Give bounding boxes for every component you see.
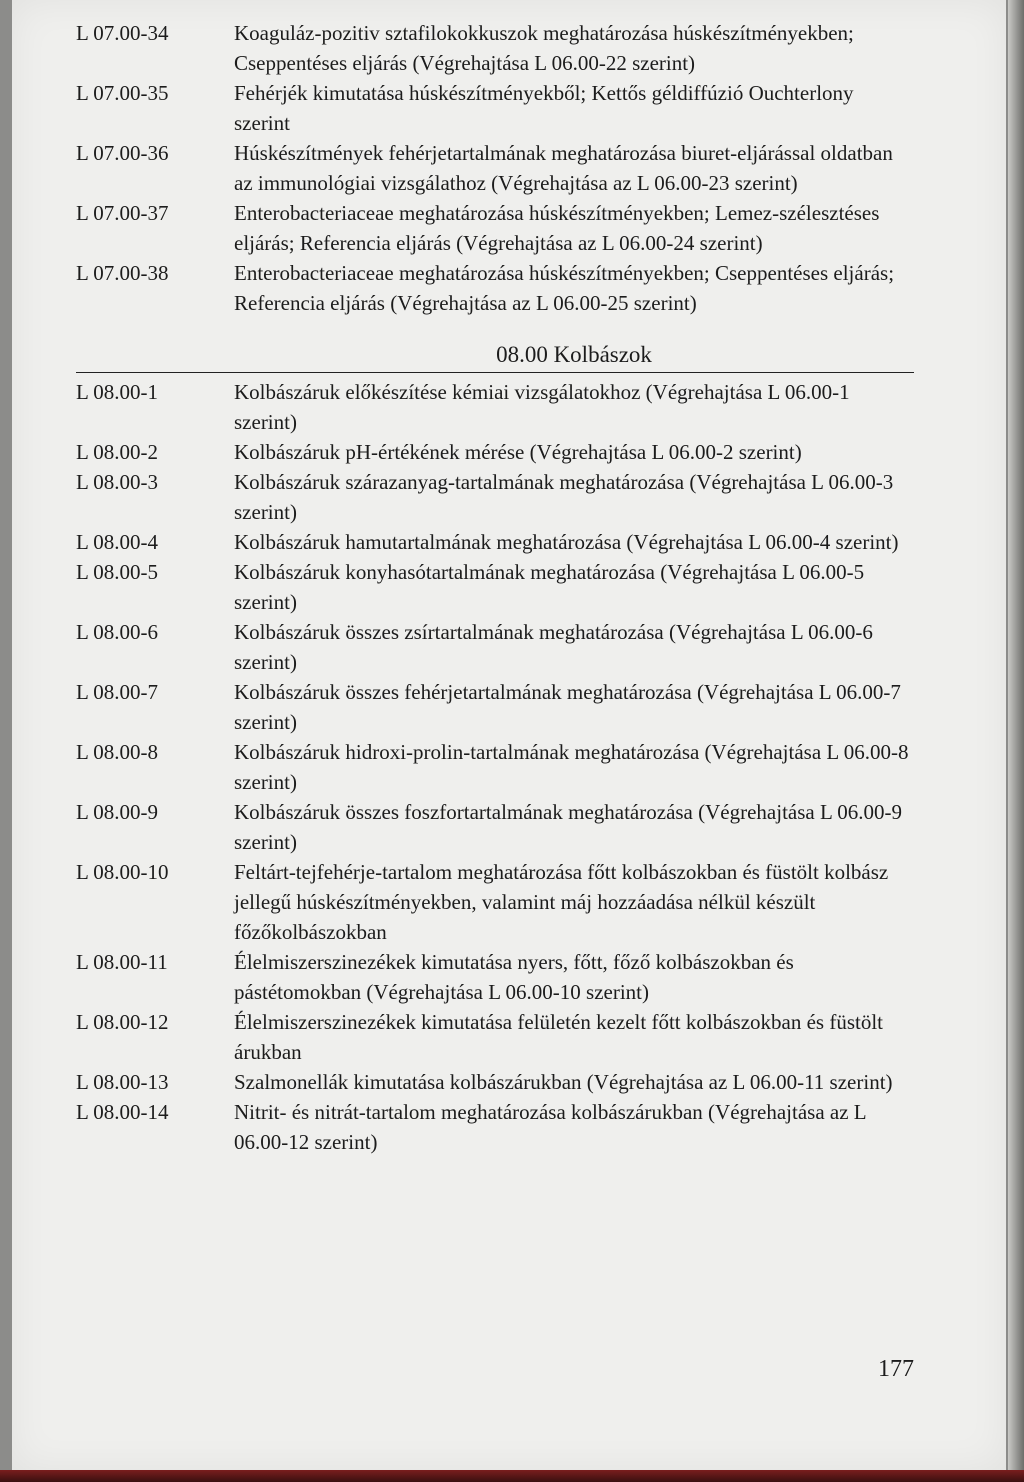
list-item — [76, 258, 914, 318]
entry-text: Nitrit- és nitrát-tartalom meghatározása kolbászárukban (Végrehajtása az L 06.00-12 szerint) — [234, 1100, 866, 1154]
entry-text: Kolbászáruk hamutartalmának meghatározása (Végrehajtása L 06.00-4 szerint) — [234, 530, 899, 554]
entry-code: L 08.00-1 — [76, 380, 159, 404]
entry-code: L 08.00-4 — [76, 530, 159, 554]
list-item — [76, 677, 914, 737]
document-body — [76, 18, 914, 1157]
list-item — [76, 797, 914, 857]
list-item — [76, 437, 914, 467]
page-edge-shadow — [1008, 0, 1024, 1482]
list-item — [76, 198, 914, 258]
entry-text: Húskészítmények fehérjetartalmának meghatározása biuret-eljárással oldatban az immunológiai vizsgálathoz (Végrehajtása az L 06.00-23 szerint) — [234, 141, 893, 195]
entry-text: Élelmiszerszinezékek kimutatása nyers, főtt, főző kolbászokban és pástétomokban (Végrehajtása L 06.00-10 szerint) — [234, 950, 794, 1004]
entry-text: Kolbászáruk összes fehérjetartalmának meghatározása (Végrehajtása L 06.00-7 szerint) — [234, 680, 901, 734]
list-item — [76, 947, 914, 1007]
entry-code: L 07.00-35 — [76, 81, 169, 105]
entry-code: L 07.00-36 — [76, 141, 169, 165]
entry-text: Kolbászáruk összes foszfortartalmának meghatározása (Végrehajtása L 06.00-9 szerint) — [234, 800, 903, 854]
entry-code: L 08.00-11 — [76, 950, 168, 974]
entry-text: Kolbászáruk pH-értékének mérése (Végrehajtása L 06.00-2 szerint) — [234, 440, 802, 464]
list-item — [76, 78, 914, 138]
entry-code: L 08.00-13 — [76, 1070, 169, 1094]
section-divider — [76, 372, 914, 373]
list-item — [76, 377, 914, 437]
list-item — [76, 18, 914, 78]
entry-code: L 08.00-8 — [76, 740, 159, 764]
list-item — [76, 138, 914, 198]
list-item — [76, 557, 914, 617]
entry-text: Kolbászáruk szárazanyag-tartalmának meghatározása (Végrehajtása L 06.00-3 szerint) — [234, 470, 894, 524]
entry-code: L 08.00-9 — [76, 800, 159, 824]
entry-text: Élelmiszerszinezékek kimutatása felületén kezelt főtt kolbászokban és füstölt árukban — [234, 1010, 884, 1064]
book-spine-bar — [0, 1470, 1024, 1482]
list-item — [76, 737, 914, 797]
entry-code: L 08.00-12 — [76, 1010, 169, 1034]
entry-text: Kolbászáruk előkészítése kémiai vizsgálatokhoz (Végrehajtása L 06.00-1 szerint) — [234, 380, 850, 434]
entry-text: Koaguláz-pozitiv sztafilokokkuszok meghatározása húskészítményekben; Cseppentéses eljárás (Végrehajtása L 06.00-22 szerint) — [234, 21, 854, 75]
entry-code: L 08.00-2 — [76, 440, 159, 464]
section-header — [76, 340, 914, 373]
entry-code: L 08.00-3 — [76, 470, 159, 494]
entry-text: Feltárt-tejfehérje-tartalom meghatározása főtt kolbászokban és füstölt kolbász jellegű húskészítményekben, valamint máj hozzáadása nélkül készült főzőkolbászokban — [234, 860, 889, 944]
list-item — [76, 1097, 914, 1157]
entry-code: L 08.00-10 — [76, 860, 169, 884]
entry-text: Kolbászáruk hidroxi-prolin-tartalmának meghatározása (Végrehajtása L 06.00-8 szerint) — [234, 740, 909, 794]
list-item — [76, 1067, 914, 1097]
entry-text: Fehérjék kimutatása húskészítményekből; Kettős géldiffúzió Ouchterlony szerint — [234, 81, 854, 135]
entry-text: Enterobacteriaceae meghatározása húskészítményekben; Cseppentéses eljárás; Referencia eljárás (Végrehajtása az L 06.00-25 szerint) — [234, 261, 895, 315]
entry-text: Kolbászáruk konyhasótartalmának meghatározása (Végrehajtása L 06.00-5 szerint) — [234, 560, 865, 614]
entry-code: L 07.00-37 — [76, 201, 169, 225]
page-number: 177 — [878, 1356, 914, 1382]
entry-code: L 08.00-6 — [76, 620, 159, 644]
entry-text: Enterobacteriaceae meghatározása húskészítményekben; Lemez-szélesztéses eljárás; Referencia eljárás (Végrehajtása az L 06.00-24 szerint) — [234, 201, 880, 255]
list-item — [76, 527, 914, 557]
entry-code: L 08.00-14 — [76, 1100, 169, 1124]
list-item — [76, 857, 914, 947]
entry-text: Kolbászáruk összes zsírtartalmának meghatározása (Végrehajtása L 06.00-6 szerint) — [234, 620, 873, 674]
entry-text: Szalmonellák kimutatása kolbászárukban (Végrehajtása az L 06.00-11 szerint) — [234, 1070, 893, 1094]
list-item — [76, 1007, 914, 1067]
list-item — [76, 467, 914, 527]
entry-code: L 07.00-38 — [76, 261, 169, 285]
entry-code: L 08.00-7 — [76, 680, 159, 704]
entry-code: L 08.00-5 — [76, 560, 159, 584]
entry-code: L 07.00-34 — [76, 21, 169, 45]
section-title: 08.00 Kolbászok — [496, 342, 652, 367]
list-item — [76, 617, 914, 677]
